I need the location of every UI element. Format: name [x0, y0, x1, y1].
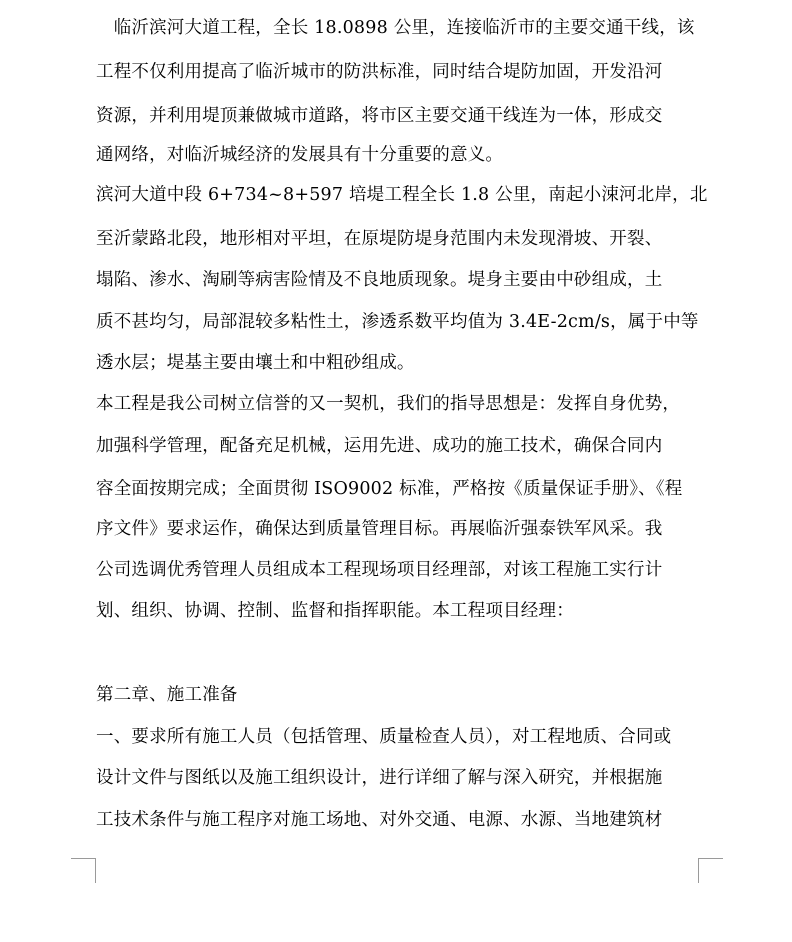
paragraph-3-line-3: 容全面按期完成；全面贯彻 ISO9002 标准，严格按《质量保证手册》、《程 — [96, 479, 683, 499]
paragraph-3-line-6: 划、组织、协调、控制、监督和指挥职能。本工程项目经理： — [96, 601, 574, 621]
paragraph-2-line-2: 至沂蒙路北段，地形相对平坦，在原堤防堤身范围内未发现滑坡、开裂、 — [96, 229, 663, 249]
paragraph-3-line-4: 序文件》要求运作，确保达到质量管理目标。再展临沂强泰铁军风采。我 — [96, 519, 663, 539]
paragraph-1-line-1: 临沂滨河大道工程，全长 18.0898 公里，连接临沂市的主要交通干线，该 — [96, 18, 695, 38]
paragraph-3-line-2: 加强科学管理，配备充足机械，运用先进、成功的施工技术，确保合同内 — [96, 436, 663, 456]
paragraph-3-line-5: 公司选调优秀管理人员组成本工程现场项目经理部，对该工程施工实行计 — [96, 560, 663, 580]
section-paragraph-line-1: 一、要求所有施工人员（包括管理、质量检查人员），对工程地质、合同或 — [96, 727, 672, 747]
section-paragraph-line-3: 工技术条件与施工程序对施工场地、对外交通、电源、水源、当地建筑材 — [96, 810, 663, 830]
paragraph-1-line-4: 通网络，对临沂城经济的发展具有十分重要的意义。 — [96, 145, 504, 165]
paragraph-1-line-3: 资源，并利用堤顶兼做城市道路，将市区主要交通干线连为一体，形成交 — [96, 106, 663, 126]
margin-corner-mark-left — [71, 858, 96, 883]
paragraph-1-line-2: 工程不仅利用提高了临沂城市的防洪标准，同时结合堤防加固，开发沿河 — [96, 62, 663, 82]
margin-corner-mark-right — [698, 858, 723, 883]
chapter-heading: 第二章、施工准备 — [96, 685, 238, 705]
paragraph-2-line-1: 滨河大道中段 6+734~8+597 培堤工程全长 1.8 公里，南起小涑河北岸，北 — [96, 185, 708, 205]
paragraph-3-line-1: 本工程是我公司树立信誉的又一契机，我们的指导思想是：发挥自身优势， — [96, 394, 681, 414]
paragraph-2-line-5: 透水层；堤基主要由壤土和中粗砂组成。 — [96, 353, 415, 373]
section-paragraph-line-2: 设计文件与图纸以及施工组织设计，进行详细了解与深入研究，并根据施 — [96, 768, 663, 788]
paragraph-2-line-4: 质不甚均匀，局部混较多粘性土，渗透系数平均值为 3.4E-2cm/s，属于中等 — [96, 312, 699, 332]
paragraph-2-line-3: 塌陷、渗水、淘刷等病害险情及不良地质现象。堤身主要由中砂组成，土 — [96, 270, 663, 290]
